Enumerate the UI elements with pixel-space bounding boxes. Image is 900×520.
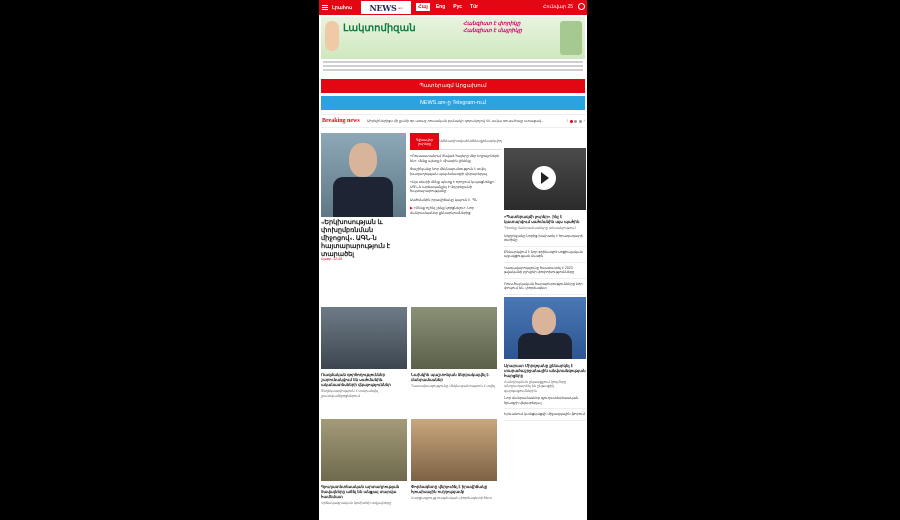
news-tabs <box>410 133 502 150</box>
lang-ru[interactable]: Рус <box>453 4 463 10</box>
slide-dot[interactable] <box>574 120 577 123</box>
chevron-left-icon[interactable]: ‹ <box>566 118 569 124</box>
list-item[interactable]: Երևանում կանցկացվի միջազգային ֆորում <box>504 409 586 421</box>
menu-label: Լրահոս <box>332 4 353 11</box>
breaking-nav <box>559 118 585 124</box>
language-switcher <box>416 3 480 11</box>
article-summary: Տեղեկատվություն է տարածվել լրատվամիջոցներում <box>321 389 379 398</box>
video-subtitle: Դիտեք մանրամասները տեսանյութում <box>504 226 576 230</box>
breaking-text[interactable]: Սիրելիներիցս մի քանի օր առաջ ռուսական բանակի զորակոչով 44 -ամյա ռուսահայը ստացավ... <box>367 119 545 123</box>
ad-fineprint <box>323 61 583 75</box>
page <box>319 0 587 520</box>
menu-button[interactable] <box>319 0 355 15</box>
lang-tr[interactable]: Tür <box>470 4 479 10</box>
tab-most-viewed[interactable]: Ամենադիտված <box>439 133 468 150</box>
video-thumbnail[interactable] <box>504 148 586 210</box>
ad-brand: Լակտոմիզան <box>343 23 416 34</box>
article-card[interactable] <box>321 419 407 506</box>
video-title[interactable]: «Պատերազմի լուրեր». ինչ է կատարվում սահմանին այս պահին <box>504 214 580 224</box>
lang-hy[interactable]: Հայ <box>418 4 428 10</box>
list-item[interactable]: Ադրբեջանը նորից խախտել է հրադադարի ռեժիմը <box>504 231 586 247</box>
top-bar <box>319 0 587 15</box>
hamburger-icon <box>322 5 328 10</box>
ad-slogan <box>463 21 553 35</box>
photo-article-image[interactable] <box>504 297 586 359</box>
play-icon[interactable] <box>532 166 556 190</box>
list-item[interactable]: Ռուս-հայկական հարաբերությունները նոր փուլում են. փորձագետ <box>504 279 586 295</box>
article-title: Ռազմական գործողություններ շարունակվում են սահմանին. ականատեսների վկայություններ <box>321 372 391 387</box>
tab-top-news[interactable]: Գլխավոր լուրերը <box>410 133 439 150</box>
baby-image <box>325 21 339 51</box>
list-item[interactable]: Փաշինյանը նոր մեկնաբանություն է տվել խաղաղության պայմանագրի վերաբերյալ <box>410 167 488 176</box>
article-summary: Վիճակագրական կոմիտեի տվյալները <box>321 501 392 505</box>
video-icon: ▶ <box>410 206 414 210</box>
article-image <box>411 419 497 481</box>
lang-en[interactable]: Eng <box>435 4 446 10</box>
product-bottle-image <box>560 21 582 55</box>
breaking-news-bar <box>321 114 585 128</box>
ad-slogan-line2: Հանգիստ է մայրիկը <box>463 28 522 34</box>
list-item[interactable]: Նոր մանրամասներ գյուղատնտեսական ծրագրի վերաբերյալ <box>504 393 586 409</box>
article-title: Գյուղատնտեսական արտադրության ծավալները աճել են անցյալ տարվա համեմատ <box>321 484 400 499</box>
logo-text: NEWS <box>369 2 397 13</box>
article-card[interactable] <box>411 307 497 389</box>
current-date: Հունվար 25 <box>542 4 573 10</box>
logo-suffix: .am <box>397 5 403 10</box>
article-image <box>321 307 407 369</box>
lead-article-meta: Այսօր, 12:45 <box>321 257 342 261</box>
article-title: Նախկին պաշտոնյան ձերբակալվել է. մանրամասներ <box>411 372 490 382</box>
tab-most-discussed[interactable]: Ամենաքննարկվող <box>468 133 502 150</box>
lead-article-image[interactable] <box>321 133 406 217</box>
list-item[interactable]: Կառավարությունը հաստատել է 2023 թվականի բյուջեի փոփոխությունները <box>504 263 586 279</box>
feed-item-text: «Մենք ոչինչ չենք կորցնելու». նոր մանրամասներ քննարկումներից <box>410 206 475 215</box>
article-image <box>321 419 407 481</box>
lead-article-title[interactable]: «Երկխոսության և փոխըմբռնման միջոցով». ԱԳՆ-ն հայտարարություն է տարածել <box>321 219 390 258</box>
photo-article-title[interactable]: Արարատ Միրզոյանը քննարկել է տարածաշրջանային անվտանգության հարցերը <box>504 362 586 378</box>
search-icon[interactable] <box>578 3 585 10</box>
ad-banner[interactable] <box>321 17 585 59</box>
article-title: Փորձագետը վերլուծել է իրավիճակը հյուսիսային ուղղությամբ <box>411 484 488 494</box>
list-item[interactable] <box>410 206 502 215</box>
list-item[interactable]: Քննարկվում է նոր օրինագիծ սոցիալական աջակցության մասին <box>504 247 586 263</box>
right-column <box>504 148 586 421</box>
photo-article-subtitle: Հանդիպման ընթացքում կողմերը անդրադարձել են ընթացիկ զարգացումներին <box>504 379 567 393</box>
slide-dot[interactable] <box>570 120 573 123</box>
breaking-label: Breaking news <box>322 118 360 124</box>
telegram-button[interactable]: NEWS.am-ը Telegram-ում <box>321 96 585 110</box>
chevron-right-icon[interactable]: › <box>583 118 585 124</box>
ad-slogan-line1: Հանգիստ է փորիկը <box>463 21 521 27</box>
article-card[interactable] <box>321 307 407 398</box>
list-item[interactable]: «Ռուսաստանում ծնված հայերը մեր եղբայրներն են». մենք պետք է միասին լինենք <box>410 154 500 163</box>
site-logo[interactable] <box>361 1 411 14</box>
article-card[interactable] <box>411 419 497 501</box>
list-item[interactable]: Սահմանին իրավիճակը կայուն է. ՊՆ <box>410 197 478 202</box>
war-news-button[interactable]: Պատերազմ Արցախում <box>321 79 585 93</box>
article-summary: Դատախազությունը մեկնաբանություն է տվել <box>411 384 496 388</box>
article-summary: Հարցազրույց ռազմական փորձագետի հետ <box>411 496 492 500</box>
article-image <box>411 307 497 369</box>
slide-dot[interactable] <box>579 120 582 123</box>
list-item[interactable]: «Այս տարի մենք պետք է որոշում կայացնենք». ԱԳՆ-ն արձագանքել է Ադրբեջանի հայտարարությանը <box>410 180 496 193</box>
news-feed <box>410 154 502 219</box>
